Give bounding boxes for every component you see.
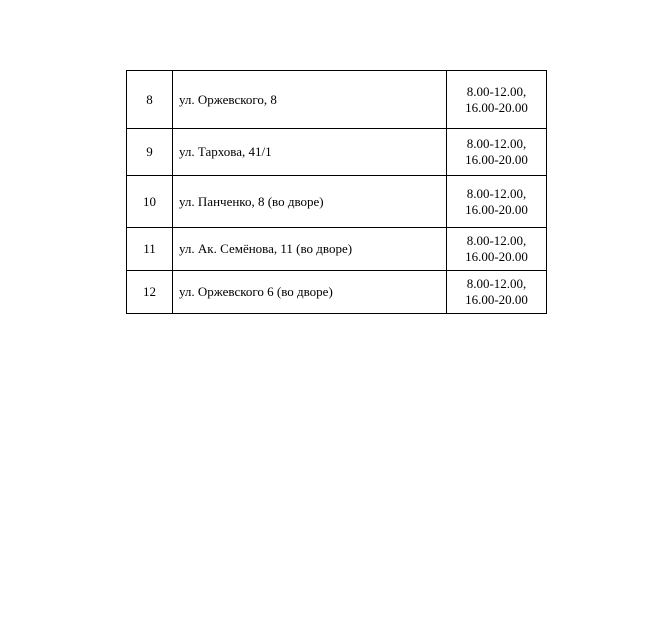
- row-address: ул. Ак. Семёнова, 11 (во дворе): [173, 228, 447, 271]
- hours-morning: 8.00-12.00,: [466, 185, 527, 201]
- hours-evening: 16.00-20.00: [465, 292, 528, 307]
- row-address: ул. Панченко, 8 (во дворе): [173, 176, 447, 228]
- schedule-table-container: [126, 70, 546, 314]
- row-number: 10: [127, 176, 173, 228]
- table-row: [127, 176, 547, 228]
- row-hours: [447, 228, 547, 271]
- table-row: [127, 71, 547, 129]
- hours-morning: 8.00-12.00,: [466, 276, 527, 291]
- row-address: ул. Оржевского, 8: [173, 71, 447, 129]
- hours-morning: 8.00-12.00,: [466, 136, 527, 151]
- row-number: 9: [127, 129, 173, 176]
- row-hours: [447, 71, 547, 129]
- hours-evening: 16.00-20.00: [465, 152, 528, 167]
- row-number: 11: [127, 228, 173, 271]
- table-row: [127, 271, 547, 314]
- row-hours: [447, 129, 547, 176]
- table-row: [127, 129, 547, 176]
- row-hours: [447, 271, 547, 314]
- schedule-table: [126, 70, 547, 314]
- row-address: ул. Тархова, 41/1: [173, 129, 447, 176]
- row-address: ул. Оржевского 6 (во дворе): [173, 271, 447, 314]
- hours-evening: 16.00-20.00: [465, 201, 528, 217]
- hours-evening: 16.00-20.00: [465, 249, 528, 264]
- hours-morning: 8.00-12.00,: [466, 233, 527, 248]
- row-number: 8: [127, 71, 173, 129]
- hours-morning: 8.00-12.00,: [466, 83, 527, 99]
- hours-evening: 16.00-20.00: [465, 99, 528, 115]
- row-hours: [447, 176, 547, 228]
- table-row: [127, 228, 547, 271]
- row-number: 12: [127, 271, 173, 314]
